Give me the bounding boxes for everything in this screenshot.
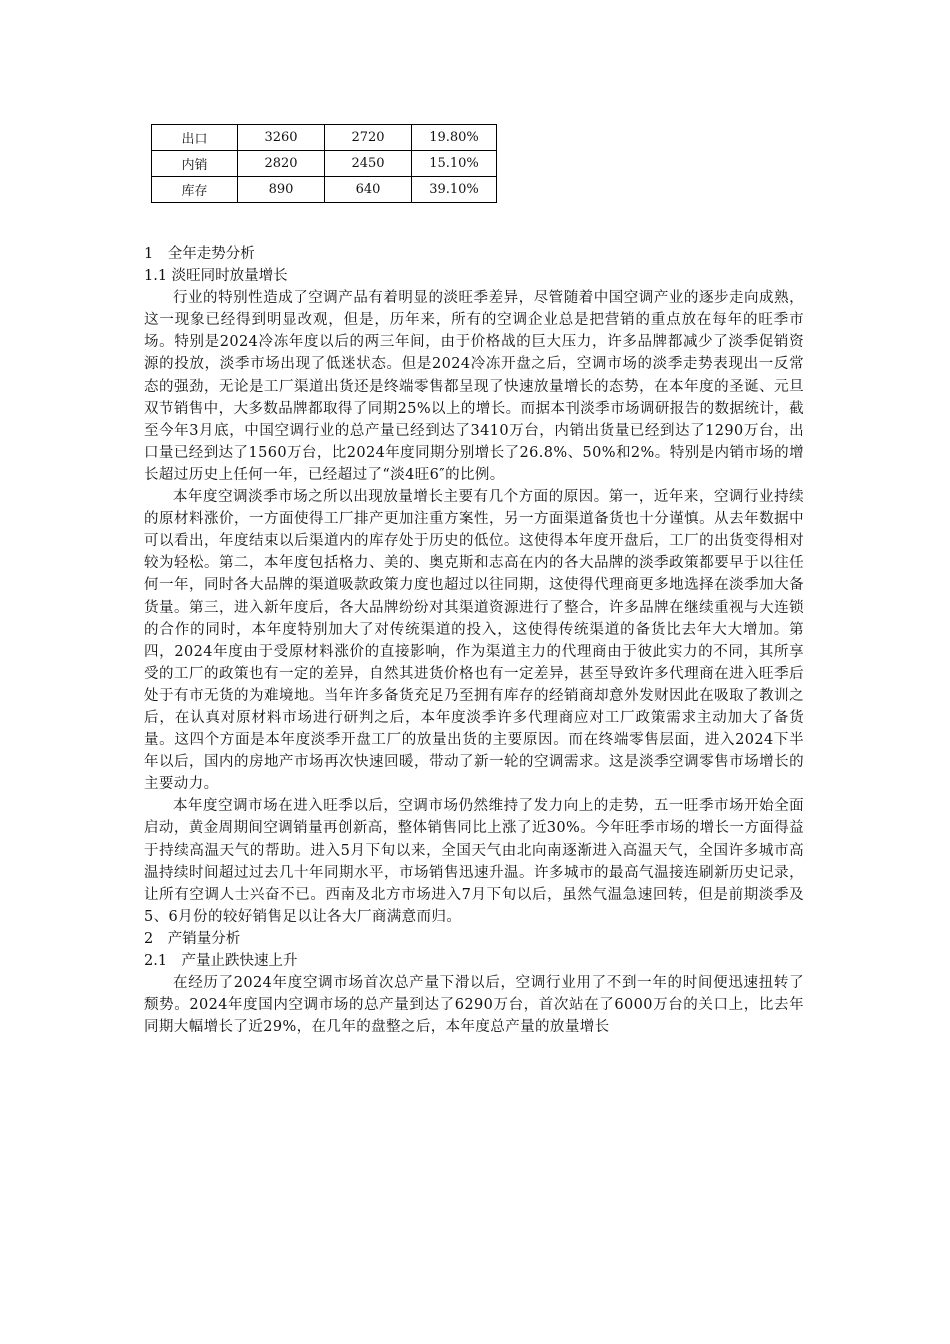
- paragraph: 本年度空调市场在进入旺季以后，空调市场仍然维持了发力向上的走势，五一旺季市场开始全面启动，黄金周期间空调销量再创新高，整体销售同比上涨了近30%。今年旺季市场的增长一方面得益于持续高温天气的帮助。进入5月下旬以来，全国天气由北向南逐渐进入高温天气，全国许多城市高温持续时间超过过去几十年同期水平，市场销售迅速升温。许多城市的最高气温接连刷新历史记录，让所有空调人士兴奋不已。西南及北方市场进入7月下旬以后，虽然气温急速回转，但是前期淡季及5、6月份的较好销售足以让各大厂商满意而归。: [144, 798, 804, 925]
- table-cell: 640: [325, 177, 412, 203]
- table-row: [152, 125, 497, 151]
- paragraph: 本年度空调淡季市场之所以出现放量增长主要有几个方面的原因。第一，近年来，空调行业持续的原材料涨价，一方面使得工厂排产更加注重方案性，另一方面渠道备货也十分谨慎。从去年数据中可以看出，年度结束以后渠道内的库存处于历史的低位。这使得本年度开盘后，工厂的出货变得相对较为轻松。第二，本年度包括格力、美的、奥克斯和志高在内的各大品牌的淡季政策都要早于以往任何一年，同时各大品牌的渠道吸款政策力度也超过以往同期，这使得代理商更多地选择在淡季加大备货量。第三，进入新年度后，各大品牌纷纷对其渠道资源进行了整合，许多品牌在继续重视与大连锁的合作的同时，本年度特别加大了对传统渠道的投入，这使得传统渠道的备货比去年大大增加。第四，2024年度由于受原材料涨价的直接影响，作为渠道主力的代理商由于彼此实力的不同，其所享受的工厂的政策也有一定的差异，自然其进货价格也有一定差异，甚至导致许多代理商在进入旺季后处于有市无货的为难境地。当年许多备货充足乃至拥有库存的经销商却意外发财因此在吸取了教训之后，在认真对原材料市场进行研判之后，本年度淡季许多代理商应对工厂政策需求主动加大了备货量。这四个方面是本年度淡季开盘工厂的放量出货的主要原因。而在终端零售层面，进入2024下半年以后，国内的房地产市场再次快速回暖，带动了新一轮的空调需求。这是淡季空调零售市场增长的主要动力。: [144, 489, 804, 793]
- table-cell: 出口: [152, 125, 238, 151]
- table-cell: 890: [238, 177, 325, 203]
- table-cell: 2450: [325, 151, 412, 177]
- article-body: [144, 243, 804, 1038]
- table-cell: 内销: [152, 151, 238, 177]
- table-cell: 3260: [238, 125, 325, 151]
- subsection-heading: 2.1 产量止跌快速上升: [144, 953, 298, 969]
- paragraph: 行业的特别性造成了空调产品有着明显的淡旺季差异，尽管随着中国空调产业的逐步走向成熟，这一现象已经得到明显改观，但是，历年来，所有的空调企业总是把营销的重点放在每年的旺季市场。特别是2024冷冻年度以后的两三年间，由于价格战的巨大压力，许多品牌都减少了淡季促销资源的投放，淡季市场出现了低迷状态。但是2024冷冻开盘之后，空调市场的淡季走势表现出一反常态的强劲，无论是工厂渠道出货还是终端零售都呈现了快速放量增长的态势，在本年度的圣诞、元旦双节销售中，大多数品牌都取得了同期25%以上的增长。而据本刊淡季市场调研报告的数据统计，截至今年3月底，中国空调行业的总产量已经到达了3410万台，内销出货量已经到达了1290万台，出口量已经到达了1560万台，比2024年度同期分别增长了26.8%、50%和2%。特别是内销市场的增长超过历史上任何一年，已经超过了“淡4旺6″的比例。: [144, 290, 804, 483]
- section-heading: 2 产销量分析: [144, 930, 241, 947]
- paragraph: 在经历了2024年度空调市场首次总产量下滑以后，空调行业用了不到一年的时间便迅速扭转了颓势。2024年度国内空调市场的总产量到达了6290万台，首次站在了6000万台的关口上，比去年同期大幅增长了近29%，在几年的盘整之后，本年度总产量的放量增长: [144, 975, 804, 1036]
- table-cell: 39.10%: [412, 177, 497, 203]
- table-cell: 库存: [152, 177, 238, 203]
- section-heading: 1 全年走势分析: [144, 246, 255, 262]
- table-cell: 19.80%: [412, 125, 497, 151]
- table-cell: 2820: [238, 151, 325, 177]
- sales-table: [151, 124, 497, 203]
- table-row: [152, 177, 497, 203]
- table-cell: 2720: [325, 125, 412, 151]
- subsection-heading: 1.1 淡旺同时放量增长: [144, 268, 288, 285]
- table-row: [152, 151, 497, 177]
- table-cell: 15.10%: [412, 151, 497, 177]
